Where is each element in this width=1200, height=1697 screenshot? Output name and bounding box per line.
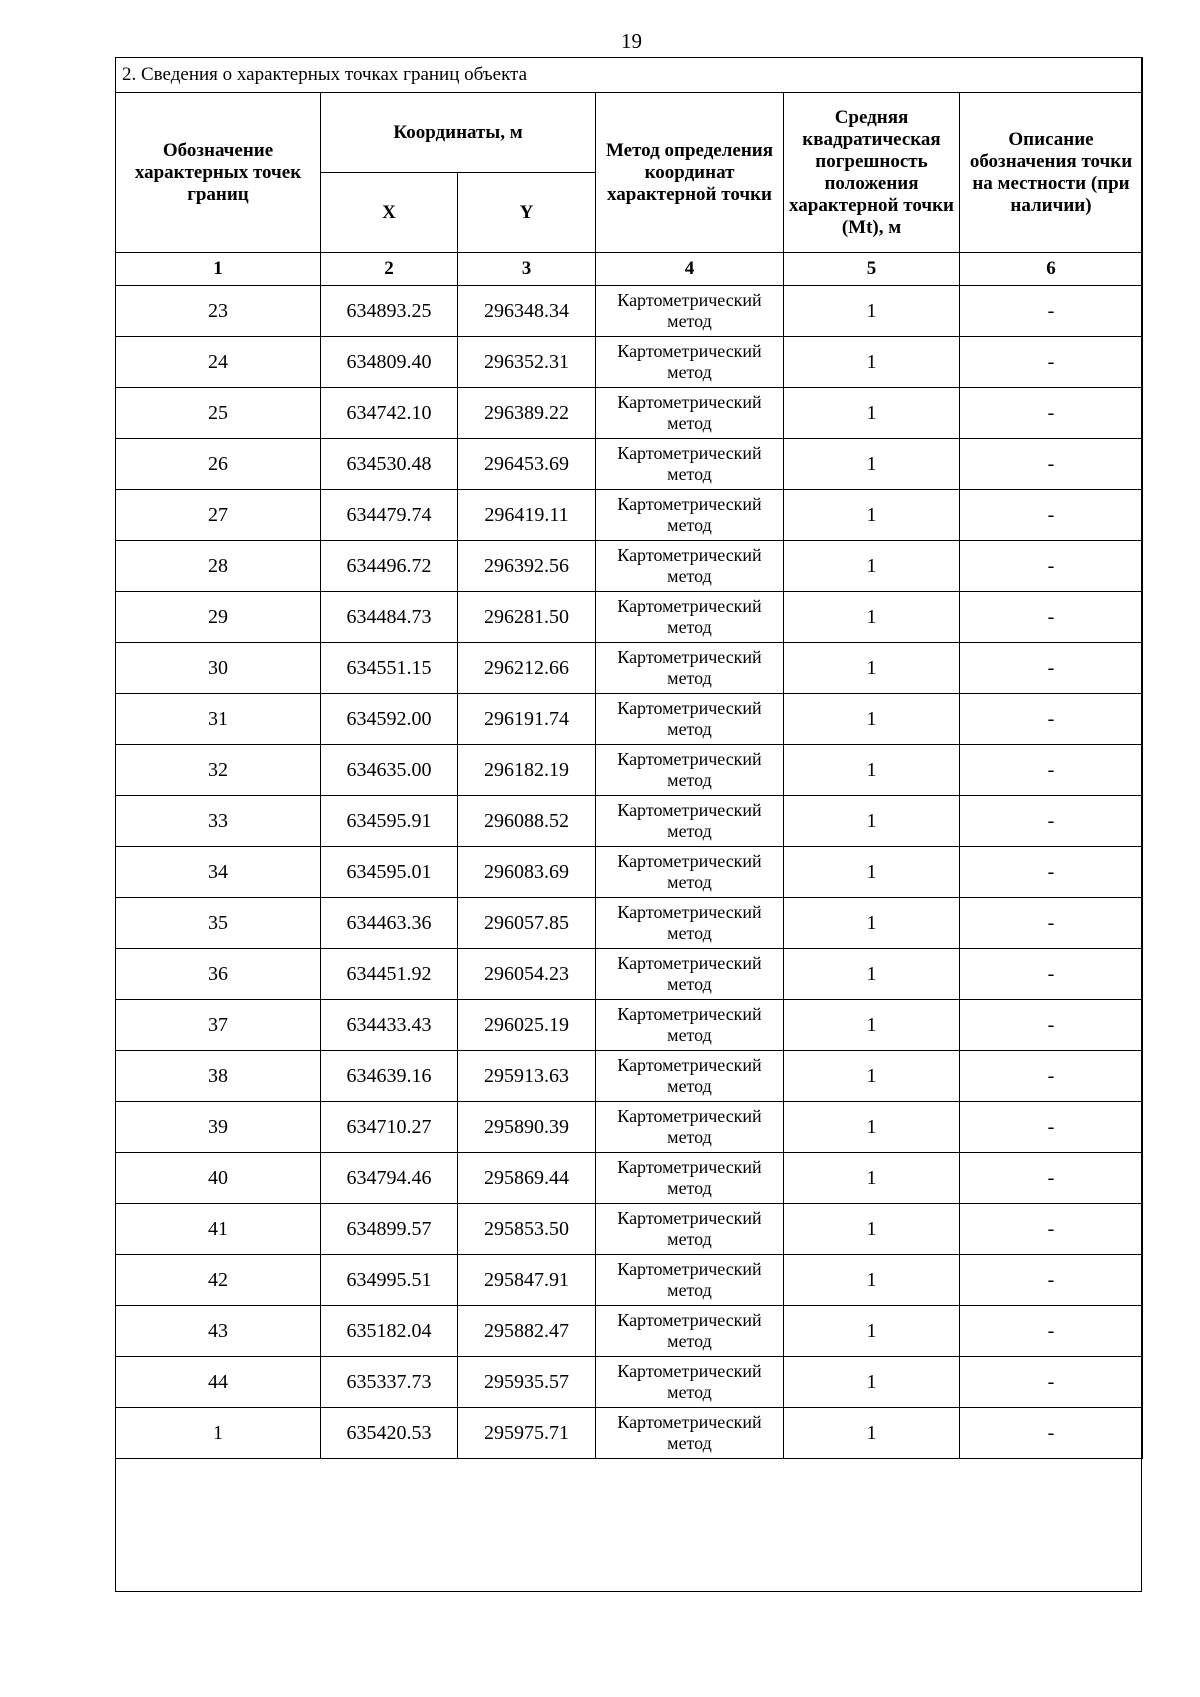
cell-mt: 1	[784, 592, 960, 643]
cell-mt: 1	[784, 694, 960, 745]
cell-description: -	[960, 337, 1143, 388]
cell-mt: 1	[784, 490, 960, 541]
table-row	[116, 643, 1143, 694]
cell-method: Картометрический метод	[596, 1153, 784, 1204]
cell-method: Картометрический метод	[596, 1408, 784, 1459]
cell-y: 296057.85	[458, 898, 596, 949]
header-x: X	[321, 173, 458, 253]
cell-y: 295975.71	[458, 1408, 596, 1459]
cell-point: 24	[116, 337, 321, 388]
table-row	[116, 490, 1143, 541]
cell-mt: 1	[784, 1153, 960, 1204]
column-number: 3	[458, 253, 596, 286]
cell-mt: 1	[784, 643, 960, 694]
cell-point: 39	[116, 1102, 321, 1153]
table-row	[116, 745, 1143, 796]
cell-description: -	[960, 1408, 1143, 1459]
table-row	[116, 1102, 1143, 1153]
table-row	[116, 898, 1143, 949]
cell-method: Картометрический метод	[596, 337, 784, 388]
column-number: 2	[321, 253, 458, 286]
cell-y: 295847.91	[458, 1255, 596, 1306]
cell-method: Картометрический метод	[596, 796, 784, 847]
header-description: Описание обозначения точки на местности (при наличии)	[960, 93, 1143, 253]
cell-x: 634496.72	[321, 541, 458, 592]
cell-point: 44	[116, 1357, 321, 1408]
cell-mt: 1	[784, 1051, 960, 1102]
cell-y: 295890.39	[458, 1102, 596, 1153]
cell-x: 634479.74	[321, 490, 458, 541]
cell-description: -	[960, 1204, 1143, 1255]
cell-method: Картометрический метод	[596, 1000, 784, 1051]
table-row	[116, 796, 1143, 847]
cell-description: -	[960, 286, 1143, 337]
cell-y: 295913.63	[458, 1051, 596, 1102]
cell-method: Картометрический метод	[596, 1204, 784, 1255]
cell-method: Картометрический метод	[596, 439, 784, 490]
cell-mt: 1	[784, 1306, 960, 1357]
cell-y: 296348.34	[458, 286, 596, 337]
column-number: 5	[784, 253, 960, 286]
cell-point: 42	[116, 1255, 321, 1306]
cell-x: 634595.91	[321, 796, 458, 847]
cell-method: Картометрический метод	[596, 541, 784, 592]
header-y: Y	[458, 173, 596, 253]
cell-point: 26	[116, 439, 321, 490]
cell-point: 30	[116, 643, 321, 694]
cell-point: 33	[116, 796, 321, 847]
boundary-points-table	[115, 57, 1143, 1459]
cell-description: -	[960, 796, 1143, 847]
cell-method: Картометрический метод	[596, 694, 784, 745]
table-row	[116, 286, 1143, 337]
cell-method: Картометрический метод	[596, 388, 784, 439]
cell-y: 295853.50	[458, 1204, 596, 1255]
cell-description: -	[960, 1000, 1143, 1051]
cell-mt: 1	[784, 796, 960, 847]
cell-x: 634595.01	[321, 847, 458, 898]
cell-x: 634742.10	[321, 388, 458, 439]
cell-y: 295935.57	[458, 1357, 596, 1408]
cell-x: 634893.25	[321, 286, 458, 337]
cell-y: 296054.23	[458, 949, 596, 1000]
cell-description: -	[960, 745, 1143, 796]
cell-point: 27	[116, 490, 321, 541]
cell-description: -	[960, 490, 1143, 541]
cell-x: 634463.36	[321, 898, 458, 949]
cell-description: -	[960, 1255, 1143, 1306]
cell-y: 296191.74	[458, 694, 596, 745]
cell-description: -	[960, 1102, 1143, 1153]
cell-mt: 1	[784, 1204, 960, 1255]
cell-x: 634710.27	[321, 1102, 458, 1153]
cell-x: 634995.51	[321, 1255, 458, 1306]
cell-point: 35	[116, 898, 321, 949]
cell-x: 634639.16	[321, 1051, 458, 1102]
cell-point: 32	[116, 745, 321, 796]
cell-method: Картометрический метод	[596, 286, 784, 337]
column-number: 4	[596, 253, 784, 286]
cell-mt: 1	[784, 1255, 960, 1306]
cell-description: -	[960, 541, 1143, 592]
cell-description: -	[960, 388, 1143, 439]
cell-method: Картометрический метод	[596, 898, 784, 949]
cell-description: -	[960, 592, 1143, 643]
cell-description: -	[960, 1051, 1143, 1102]
cell-x: 635182.04	[321, 1306, 458, 1357]
cell-x: 634592.00	[321, 694, 458, 745]
table-row	[116, 541, 1143, 592]
cell-description: -	[960, 694, 1143, 745]
table-row	[116, 1204, 1143, 1255]
cell-mt: 1	[784, 1000, 960, 1051]
cell-point: 25	[116, 388, 321, 439]
cell-point: 34	[116, 847, 321, 898]
cell-x: 634551.15	[321, 643, 458, 694]
cell-method: Картометрический метод	[596, 847, 784, 898]
cell-description: -	[960, 643, 1143, 694]
cell-y: 296088.52	[458, 796, 596, 847]
table-body	[116, 286, 1143, 1459]
cell-mt: 1	[784, 898, 960, 949]
header-coordinates: Координаты, м	[321, 93, 596, 173]
cell-mt: 1	[784, 388, 960, 439]
cell-mt: 1	[784, 1357, 960, 1408]
table-row	[116, 949, 1143, 1000]
cell-description: -	[960, 439, 1143, 490]
cell-point: 1	[116, 1408, 321, 1459]
cell-mt: 1	[784, 847, 960, 898]
cell-x: 635420.53	[321, 1408, 458, 1459]
table-row	[116, 1408, 1143, 1459]
table-row	[116, 1000, 1143, 1051]
cell-y: 296419.11	[458, 490, 596, 541]
cell-method: Картометрический метод	[596, 949, 784, 1000]
cell-point: 36	[116, 949, 321, 1000]
cell-point: 31	[116, 694, 321, 745]
cell-point: 23	[116, 286, 321, 337]
cell-mt: 1	[784, 286, 960, 337]
cell-description: -	[960, 1306, 1143, 1357]
table-row	[116, 439, 1143, 490]
cell-y: 295869.44	[458, 1153, 596, 1204]
cell-mt: 1	[784, 745, 960, 796]
table-row	[116, 847, 1143, 898]
page-number: 19	[621, 29, 642, 53]
cell-x: 634809.40	[321, 337, 458, 388]
cell-x: 634484.73	[321, 592, 458, 643]
table-row	[116, 388, 1143, 439]
column-number-row	[116, 253, 1143, 286]
cell-y: 296083.69	[458, 847, 596, 898]
section-title: 2. Сведения о характерных точках границ объекта	[116, 58, 1143, 93]
cell-mt: 1	[784, 949, 960, 1000]
table-row	[116, 1153, 1143, 1204]
cell-y: 296025.19	[458, 1000, 596, 1051]
cell-x: 635337.73	[321, 1357, 458, 1408]
cell-mt: 1	[784, 1102, 960, 1153]
cell-y: 296182.19	[458, 745, 596, 796]
table-row	[116, 1357, 1143, 1408]
cell-x: 634635.00	[321, 745, 458, 796]
cell-description: -	[960, 898, 1143, 949]
cell-y: 296281.50	[458, 592, 596, 643]
column-number: 1	[116, 253, 321, 286]
cell-y: 296352.31	[458, 337, 596, 388]
cell-method: Картометрический метод	[596, 1255, 784, 1306]
cell-y: 296389.22	[458, 388, 596, 439]
table-row	[116, 1255, 1143, 1306]
table-row	[116, 694, 1143, 745]
cell-x: 634451.92	[321, 949, 458, 1000]
cell-point: 38	[116, 1051, 321, 1102]
column-number: 6	[960, 253, 1143, 286]
cell-point: 40	[116, 1153, 321, 1204]
cell-method: Картометрический метод	[596, 643, 784, 694]
cell-x: 634794.46	[321, 1153, 458, 1204]
cell-description: -	[960, 1357, 1143, 1408]
cell-point: 29	[116, 592, 321, 643]
cell-y: 296212.66	[458, 643, 596, 694]
cell-x: 634433.43	[321, 1000, 458, 1051]
cell-method: Картометрический метод	[596, 1051, 784, 1102]
cell-x: 634899.57	[321, 1204, 458, 1255]
cell-method: Картометрический метод	[596, 490, 784, 541]
cell-description: -	[960, 1153, 1143, 1204]
table-row	[116, 337, 1143, 388]
cell-mt: 1	[784, 541, 960, 592]
cell-description: -	[960, 847, 1143, 898]
header-point-designation: Обозначение характерных точек границ	[116, 93, 321, 253]
header-error: Средняя квадратическая погрешность положения характерной точки (Mt), м	[784, 93, 960, 253]
cell-y: 296392.56	[458, 541, 596, 592]
table-row	[116, 1306, 1143, 1357]
cell-mt: 1	[784, 337, 960, 388]
cell-mt: 1	[784, 1408, 960, 1459]
table-row	[116, 1051, 1143, 1102]
cell-method: Картометрический метод	[596, 745, 784, 796]
cell-point: 41	[116, 1204, 321, 1255]
cell-method: Картометрический метод	[596, 592, 784, 643]
cell-y: 295882.47	[458, 1306, 596, 1357]
cell-point: 37	[116, 1000, 321, 1051]
cell-method: Картометрический метод	[596, 1102, 784, 1153]
cell-method: Картометрический метод	[596, 1306, 784, 1357]
cell-x: 634530.48	[321, 439, 458, 490]
header-method: Метод определения координат характерной точки	[596, 93, 784, 253]
cell-description: -	[960, 949, 1143, 1000]
cell-method: Картометрический метод	[596, 1357, 784, 1408]
cell-point: 43	[116, 1306, 321, 1357]
cell-mt: 1	[784, 439, 960, 490]
cell-point: 28	[116, 541, 321, 592]
table-row	[116, 592, 1143, 643]
cell-y: 296453.69	[458, 439, 596, 490]
